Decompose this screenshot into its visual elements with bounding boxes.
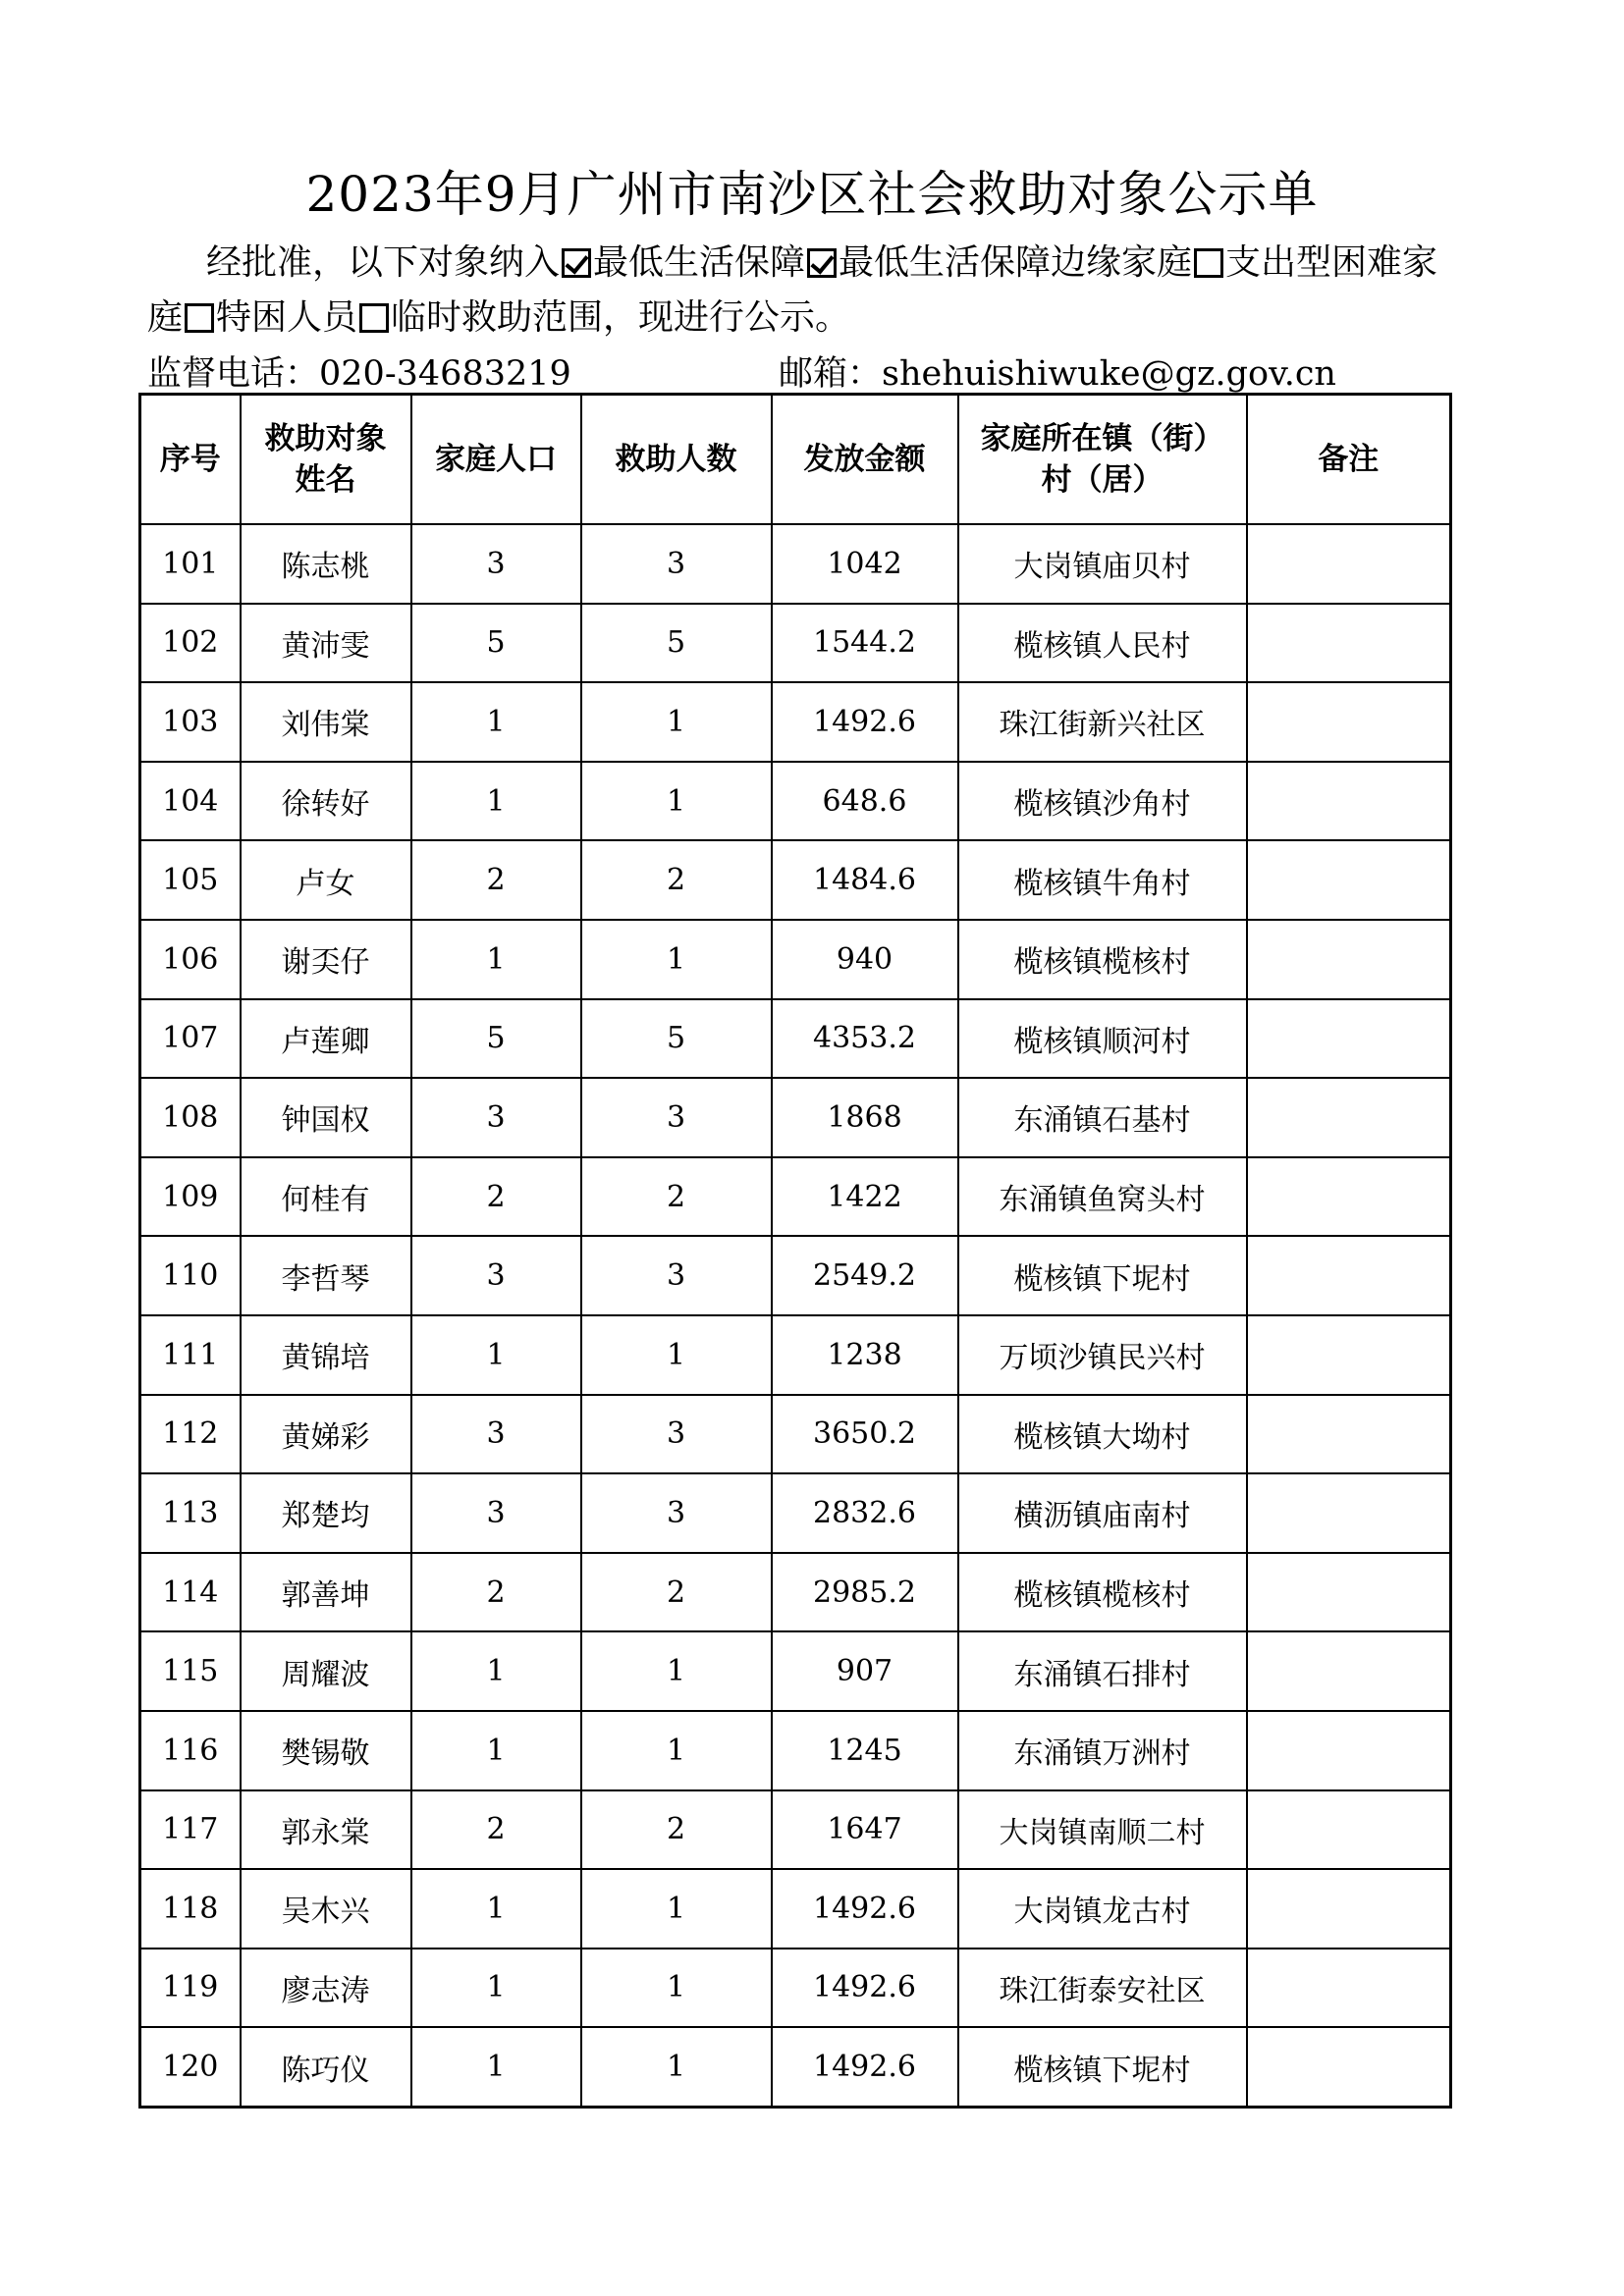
cell-recipients: 1 — [581, 2027, 772, 2107]
cell-amount: 648.6 — [772, 762, 958, 841]
cell-remarks — [1247, 762, 1451, 841]
cell-amount: 1484.6 — [772, 840, 958, 920]
cell-household: 1 — [411, 1949, 581, 2028]
cell-remarks — [1247, 1631, 1451, 1711]
checkbox-icon[interactable] — [562, 248, 591, 278]
cell-recipients: 1 — [581, 1711, 772, 1790]
option-label: 临时救助 — [391, 297, 533, 338]
cell-index: 113 — [140, 1473, 241, 1553]
cell-location: 东涌镇鱼窝头村 — [958, 1157, 1247, 1237]
table-row — [140, 604, 1451, 683]
cell-name: 黄锦培 — [241, 1315, 411, 1395]
checkbox-icon[interactable] — [185, 303, 214, 333]
cell-name: 郭善坤 — [241, 1553, 411, 1632]
cell-name: 吴木兴 — [241, 1869, 411, 1949]
cell-remarks — [1247, 1395, 1451, 1474]
cell-household: 1 — [411, 1711, 581, 1790]
phone-number: 020-34683219 — [319, 354, 571, 394]
cell-household: 1 — [411, 1869, 581, 1949]
cell-household: 3 — [411, 1236, 581, 1315]
cell-location: 东涌镇石排村 — [958, 1631, 1247, 1711]
col-header-location: 家庭所在镇（街） 村（居） — [958, 395, 1247, 525]
cell-amount: 907 — [772, 1631, 958, 1711]
cell-recipients: 3 — [581, 1395, 772, 1474]
cell-amount: 1245 — [772, 1711, 958, 1790]
cell-name: 卢女 — [241, 840, 411, 920]
table-row — [140, 1631, 1451, 1711]
table-header-row — [140, 395, 1451, 525]
cell-household: 2 — [411, 1157, 581, 1237]
cell-location: 榄核镇沙角村 — [958, 762, 1247, 841]
cell-amount: 1492.6 — [772, 2027, 958, 2107]
cell-remarks — [1247, 1315, 1451, 1395]
table-row — [140, 524, 1451, 604]
col-header-name: 救助对象 姓名 — [241, 395, 411, 525]
cell-household: 1 — [411, 920, 581, 999]
cell-recipients: 1 — [581, 1949, 772, 2028]
cell-amount: 3650.2 — [772, 1395, 958, 1474]
cell-location: 东涌镇石基村 — [958, 1078, 1247, 1157]
cell-location: 大岗镇南顺二村 — [958, 1790, 1247, 1870]
cell-household: 5 — [411, 999, 581, 1079]
cell-household: 2 — [411, 1553, 581, 1632]
cell-amount: 1042 — [772, 524, 958, 604]
table-row — [140, 1473, 1451, 1553]
cell-remarks — [1247, 1869, 1451, 1949]
cell-remarks — [1247, 682, 1451, 762]
table-row — [140, 1157, 1451, 1237]
cell-amount: 1492.6 — [772, 1949, 958, 2028]
email-address: shehuishiwuke@gz.gov.cn — [882, 354, 1336, 394]
cell-household: 3 — [411, 1078, 581, 1157]
option-label: 特困人员 — [216, 297, 358, 338]
cell-index: 112 — [140, 1395, 241, 1474]
cell-recipients: 1 — [581, 762, 772, 841]
cell-recipients: 3 — [581, 1473, 772, 1553]
cell-name: 谢奀仔 — [241, 920, 411, 999]
cell-index: 117 — [140, 1790, 241, 1870]
cell-amount: 2549.2 — [772, 1236, 958, 1315]
table-row — [140, 1949, 1451, 2028]
cell-location: 珠江街泰安社区 — [958, 1949, 1247, 2028]
cell-amount: 2832.6 — [772, 1473, 958, 1553]
option-label: 支出型困难家庭 — [147, 242, 1438, 338]
cell-recipients: 1 — [581, 1315, 772, 1395]
cell-name: 陈巧仪 — [241, 2027, 411, 2107]
cell-index: 102 — [140, 604, 241, 683]
cell-household: 3 — [411, 524, 581, 604]
col-header-household: 家庭人口 — [411, 395, 581, 525]
option-label: 最低生活保障边缘家庭 — [839, 242, 1193, 283]
cell-recipients: 5 — [581, 999, 772, 1079]
cell-location: 榄核镇顺河村 — [958, 999, 1247, 1079]
cell-index: 104 — [140, 762, 241, 841]
contact-email — [779, 347, 1336, 396]
recipients-table — [138, 393, 1452, 2109]
cell-remarks — [1247, 1157, 1451, 1237]
cell-location: 大岗镇庙贝村 — [958, 524, 1247, 604]
cell-amount: 1238 — [772, 1315, 958, 1395]
cell-name: 钟国权 — [241, 1078, 411, 1157]
cell-amount: 4353.2 — [772, 999, 958, 1079]
cell-index: 101 — [140, 524, 241, 604]
cell-name: 卢莲卿 — [241, 999, 411, 1079]
cell-remarks — [1247, 1236, 1451, 1315]
table-row — [140, 840, 1451, 920]
cell-remarks — [1247, 1711, 1451, 1790]
table-row — [140, 999, 1451, 1079]
cell-household: 3 — [411, 1395, 581, 1474]
cell-household: 2 — [411, 840, 581, 920]
cell-remarks — [1247, 604, 1451, 683]
cell-location: 榄核镇下坭村 — [958, 1236, 1247, 1315]
col-header-index: 序号 — [140, 395, 241, 525]
cell-amount: 1492.6 — [772, 682, 958, 762]
cell-index: 119 — [140, 1949, 241, 2028]
table-row — [140, 1078, 1451, 1157]
cell-name: 陈志桃 — [241, 524, 411, 604]
cell-location: 大岗镇龙古村 — [958, 1869, 1247, 1949]
cell-remarks — [1247, 1790, 1451, 1870]
cell-location: 榄核镇牛角村 — [958, 840, 1247, 920]
cell-amount: 2985.2 — [772, 1553, 958, 1632]
cell-remarks — [1247, 2027, 1451, 2107]
cell-remarks — [1247, 1553, 1451, 1632]
page-title: 2023年9月广州市南沙区社会救助对象公示单 — [305, 166, 1319, 223]
cell-remarks — [1247, 920, 1451, 999]
cell-household: 1 — [411, 1315, 581, 1395]
table-row — [140, 1553, 1451, 1632]
cell-recipients: 5 — [581, 604, 772, 683]
cell-name: 黄沛雯 — [241, 604, 411, 683]
cell-remarks — [1247, 999, 1451, 1079]
cell-index: 110 — [140, 1236, 241, 1315]
cell-household: 2 — [411, 1790, 581, 1870]
intro-paragraph — [147, 236, 1453, 346]
checkbox-icon[interactable] — [1194, 248, 1223, 278]
option-label: 最低生活保障 — [593, 242, 806, 283]
cell-amount: 1492.6 — [772, 1869, 958, 1949]
table-row — [140, 1869, 1451, 1949]
cell-index: 118 — [140, 1869, 241, 1949]
cell-remarks — [1247, 1473, 1451, 1553]
cell-recipients: 1 — [581, 682, 772, 762]
cell-index: 116 — [140, 1711, 241, 1790]
cell-recipients: 2 — [581, 1553, 772, 1632]
table-row — [140, 1395, 1451, 1474]
cell-household: 1 — [411, 2027, 581, 2107]
table-row — [140, 920, 1451, 999]
cell-household: 1 — [411, 682, 581, 762]
cell-recipients: 2 — [581, 1790, 772, 1870]
cell-remarks — [1247, 840, 1451, 920]
cell-recipients: 1 — [581, 1869, 772, 1949]
checkbox-icon[interactable] — [359, 303, 389, 333]
phone-label: 监督电话： — [147, 354, 320, 394]
cell-location: 榄核镇榄核村 — [958, 920, 1247, 999]
table-row — [140, 1236, 1451, 1315]
cell-location: 榄核镇下坭村 — [958, 2027, 1247, 2107]
email-label: 邮箱： — [779, 354, 883, 394]
cell-index: 107 — [140, 999, 241, 1079]
col-header-recipients: 救助人数 — [581, 395, 772, 525]
table-body — [140, 524, 1451, 2107]
cell-amount: 1647 — [772, 1790, 958, 1870]
intro-prefix: 经批准，以下对象纳入 — [206, 242, 561, 283]
cell-index: 120 — [140, 2027, 241, 2107]
table-row — [140, 1790, 1451, 1870]
cell-name: 徐转好 — [241, 762, 411, 841]
col-header-amount: 发放金额 — [772, 395, 958, 525]
cell-amount: 1422 — [772, 1157, 958, 1237]
cell-name: 李哲琴 — [241, 1236, 411, 1315]
cell-name: 黄娣彩 — [241, 1395, 411, 1474]
table-row — [140, 682, 1451, 762]
supervision-phone — [147, 347, 571, 396]
cell-index: 115 — [140, 1631, 241, 1711]
cell-location: 榄核镇大坳村 — [958, 1395, 1247, 1474]
cell-remarks — [1247, 1078, 1451, 1157]
cell-location: 万顷沙镇民兴村 — [958, 1315, 1247, 1395]
cell-name: 郭永棠 — [241, 1790, 411, 1870]
cell-location: 东涌镇万洲村 — [958, 1711, 1247, 1790]
cell-index: 106 — [140, 920, 241, 999]
cell-household: 3 — [411, 1473, 581, 1553]
cell-name: 周耀波 — [241, 1631, 411, 1711]
cell-recipients: 3 — [581, 524, 772, 604]
cell-amount: 1868 — [772, 1078, 958, 1157]
table-row — [140, 1315, 1451, 1395]
cell-location: 横沥镇庙南村 — [958, 1473, 1247, 1553]
cell-recipients: 3 — [581, 1236, 772, 1315]
cell-index: 103 — [140, 682, 241, 762]
cell-remarks — [1247, 524, 1451, 604]
cell-recipients: 2 — [581, 840, 772, 920]
cell-recipients: 3 — [581, 1078, 772, 1157]
cell-index: 111 — [140, 1315, 241, 1395]
cell-recipients: 1 — [581, 920, 772, 999]
cell-location: 榄核镇人民村 — [958, 604, 1247, 683]
cell-index: 109 — [140, 1157, 241, 1237]
table-row — [140, 2027, 1451, 2107]
cell-recipients: 1 — [581, 1631, 772, 1711]
cell-name: 樊锡敬 — [241, 1711, 411, 1790]
cell-name: 郑楚均 — [241, 1473, 411, 1553]
cell-index: 108 — [140, 1078, 241, 1157]
cell-amount: 940 — [772, 920, 958, 999]
checkbox-icon[interactable] — [807, 248, 837, 278]
cell-remarks — [1247, 1949, 1451, 2028]
cell-name: 何桂有 — [241, 1157, 411, 1237]
cell-recipients: 2 — [581, 1157, 772, 1237]
cell-location: 珠江街新兴社区 — [958, 682, 1247, 762]
cell-name: 刘伟棠 — [241, 682, 411, 762]
table-row — [140, 762, 1451, 841]
cell-household: 1 — [411, 762, 581, 841]
cell-index: 105 — [140, 840, 241, 920]
intro-suffix: 范围，现进行公示。 — [532, 297, 851, 338]
table-row — [140, 1711, 1451, 1790]
cell-location: 榄核镇榄核村 — [958, 1553, 1247, 1632]
col-header-remarks: 备注 — [1247, 395, 1451, 525]
cell-household: 1 — [411, 1631, 581, 1711]
cell-index: 114 — [140, 1553, 241, 1632]
cell-name: 廖志涛 — [241, 1949, 411, 2028]
cell-household: 5 — [411, 604, 581, 683]
cell-amount: 1544.2 — [772, 604, 958, 683]
